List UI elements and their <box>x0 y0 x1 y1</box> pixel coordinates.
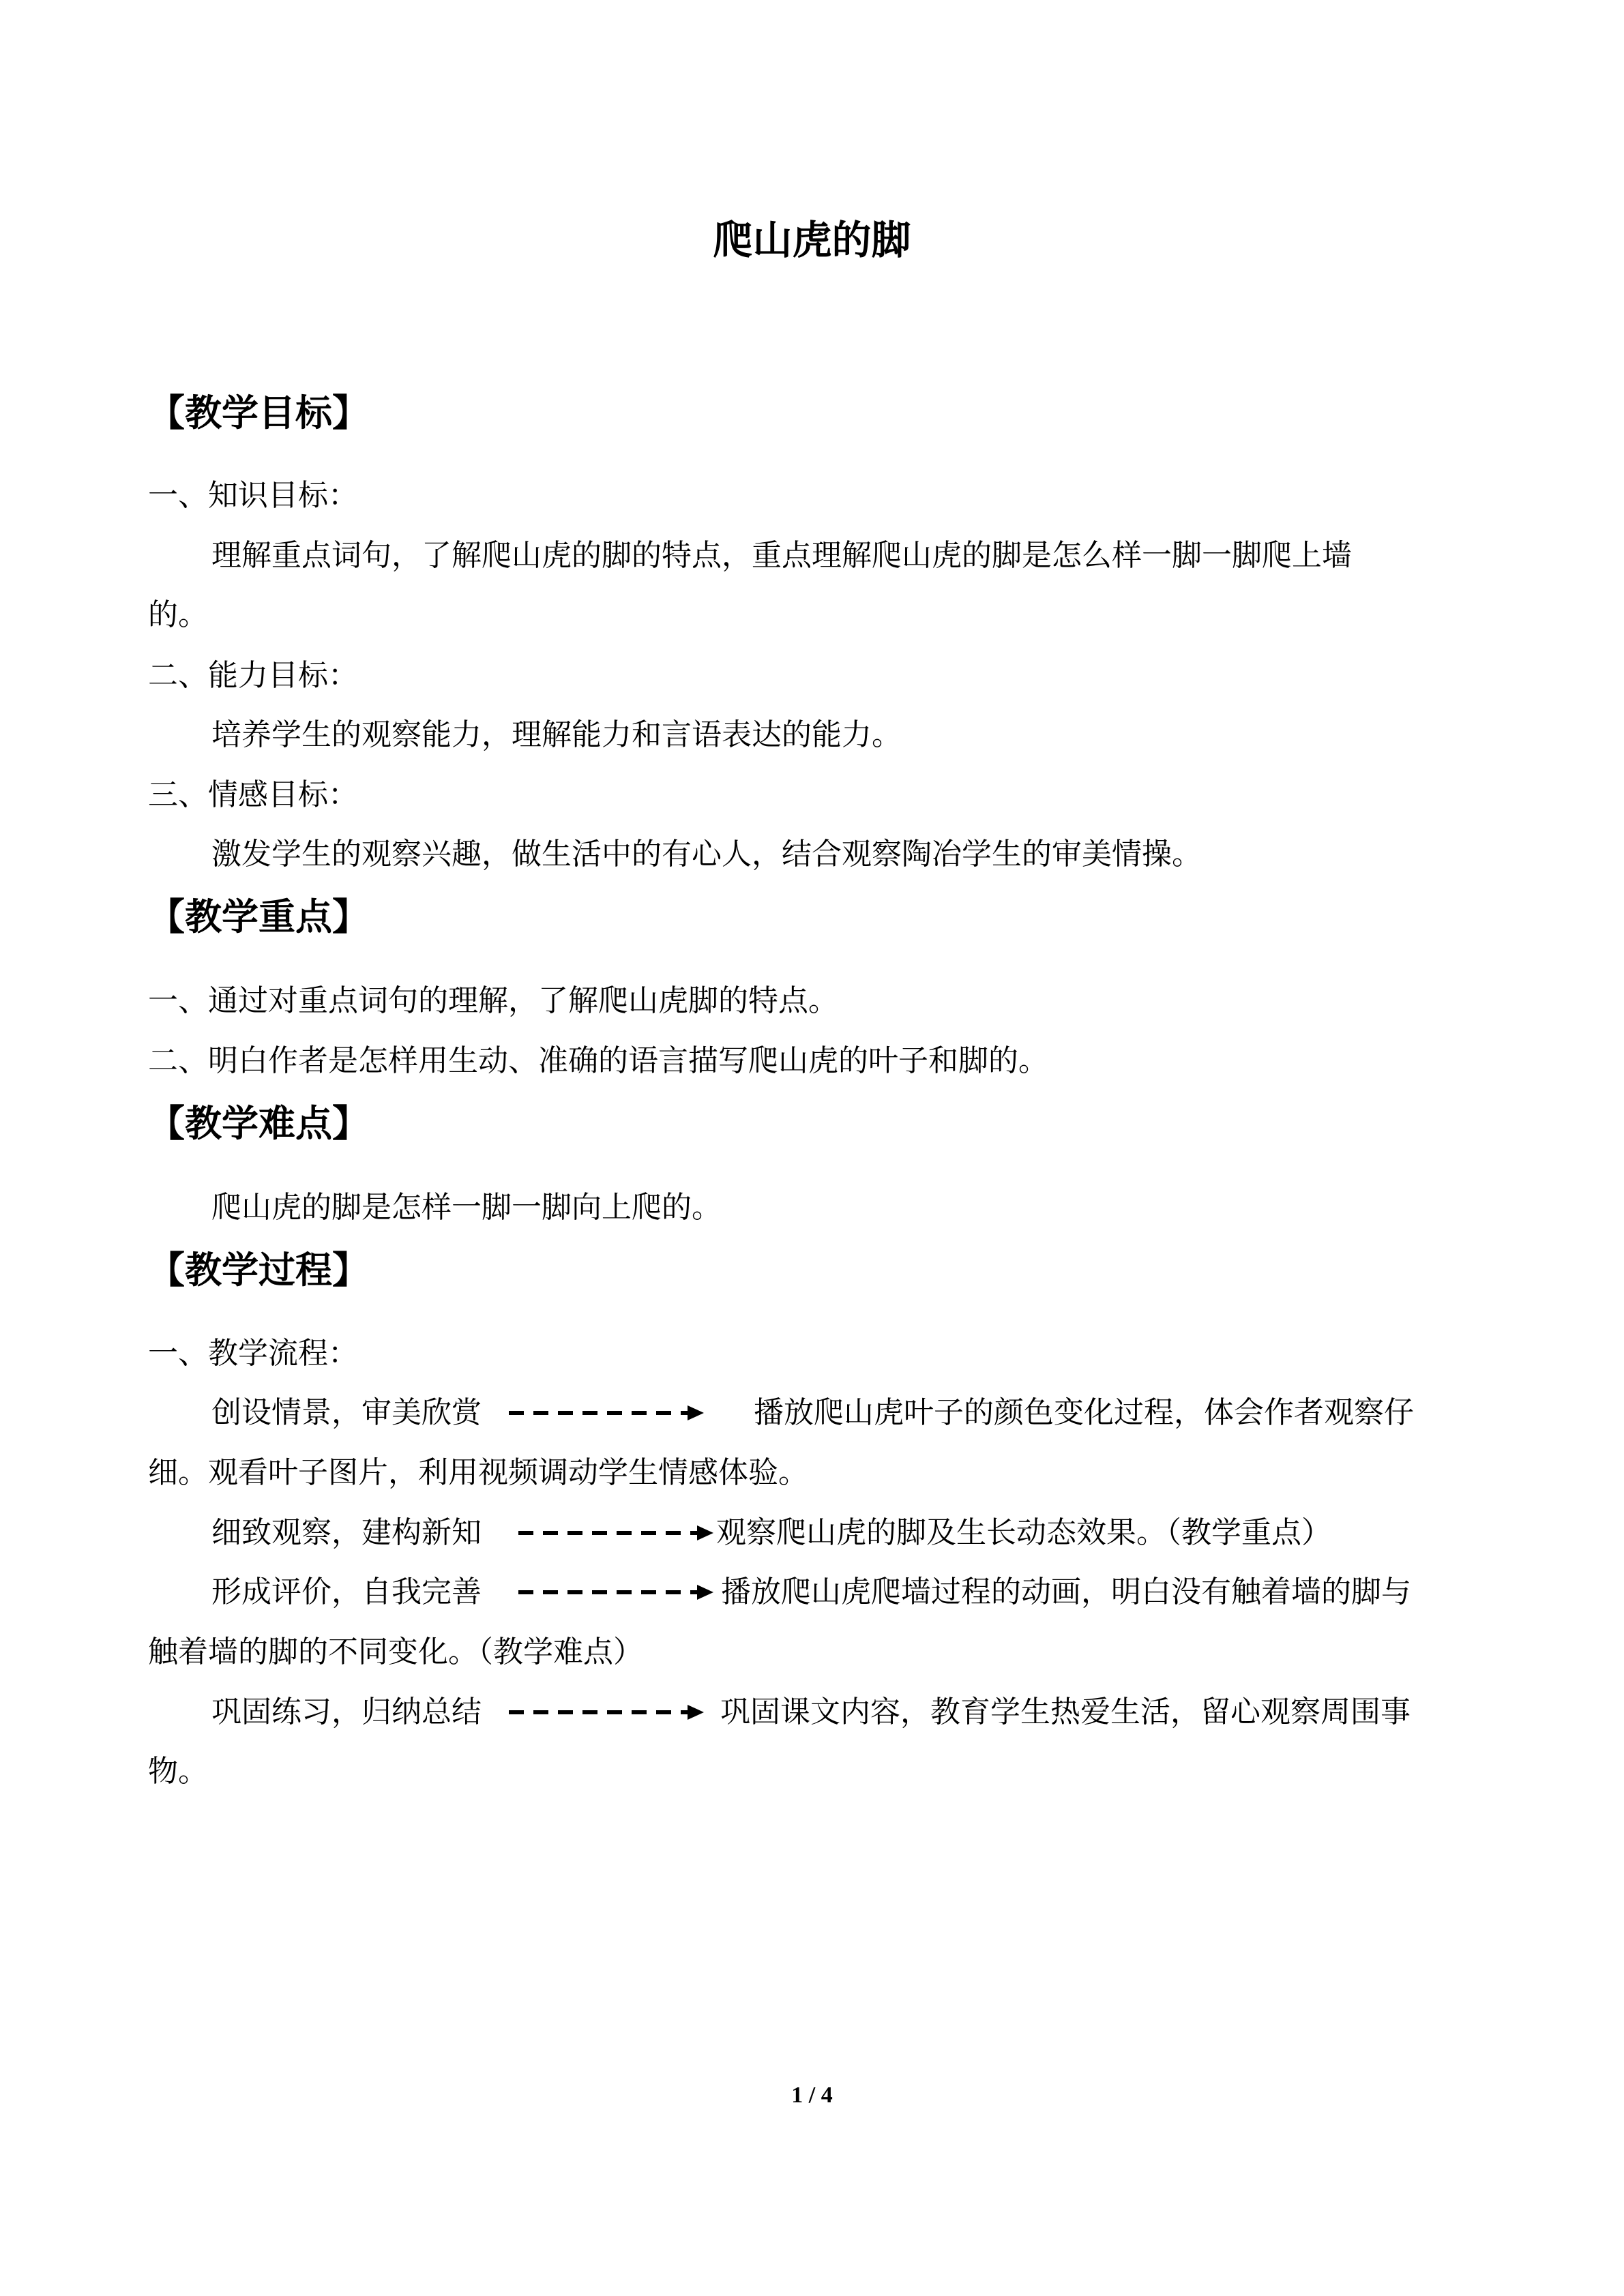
knowledge-objective-text-cont: 的。 <box>148 597 208 632</box>
flow-step-desc: 播放爬山虎叶子的颜色变化过程，体会作者观察仔 <box>754 1395 1414 1430</box>
flow-step-stage: 形成评价，自我完善 <box>211 1575 482 1609</box>
flow-step <box>211 1509 1480 1557</box>
flow-step-stage: 创设情景，审美欣赏 <box>211 1395 482 1430</box>
emotion-objective-label: 三、情感目标： <box>148 777 358 812</box>
dashed-arrow-icon <box>506 1401 704 1425</box>
flow-step-stage: 巩固练习，归纳总结 <box>211 1695 482 1729</box>
flow-step-stage: 细致观察，建构新知 <box>211 1515 482 1550</box>
dashed-arrow-icon <box>516 1581 713 1604</box>
knowledge-objective-text: 理解重点词句，了解爬山虎的脚的特点，重点理解爬山虎的脚是怎么样一脚一脚爬上墙 <box>211 538 1352 573</box>
flow-step <box>211 1389 1480 1437</box>
section-heading-objectives: 【教学目标】 <box>148 391 369 434</box>
difficulty-text: 爬山虎的脚是怎样一脚一脚向上爬的。 <box>211 1190 722 1225</box>
page-title: 爬山虎的脚 <box>713 217 911 263</box>
page-number: 1 / 4 <box>791 2083 833 2108</box>
flow-step <box>211 1568 1480 1616</box>
dashed-arrow-icon <box>506 1701 704 1724</box>
ability-objective-text: 培养学生的观察能力，理解能力和言语表达的能力。 <box>211 717 902 752</box>
dashed-arrow-icon <box>516 1521 713 1545</box>
flow-step-desc: 观察爬山虎的脚及生长动态效果。（教学重点） <box>716 1515 1331 1550</box>
ability-objective-label: 二、能力目标： <box>148 658 358 693</box>
key-point-item: 一、通过对重点词句的理解，了解爬山虎脚的特点。 <box>148 983 838 1018</box>
section-heading-key-points: 【教学重点】 <box>148 895 369 938</box>
flow-step-desc: 播放爬山虎爬墙过程的动画，明白没有触着墙的脚与 <box>721 1575 1411 1609</box>
emotion-objective-text: 激发学生的观察兴趣，做生活中的有心人，结合观察陶冶学生的审美情操。 <box>211 837 1202 871</box>
flow-step-desc-cont: 细。观看叶子图片，利用视频调动学生情感体验。 <box>148 1455 808 1490</box>
flow-step <box>211 1688 1480 1736</box>
section-heading-difficulties: 【教学难点】 <box>148 1102 369 1145</box>
flow-step-desc-cont: 物。 <box>148 1754 208 1789</box>
flow-step-desc: 巩固课文内容，教育学生热爱生活，留心观察周围事 <box>720 1695 1411 1729</box>
knowledge-objective-label: 一、知识目标： <box>148 478 358 513</box>
flow-label: 一、教学流程： <box>148 1336 358 1371</box>
key-point-item: 二、明白作者是怎样用生动、准确的语言描写爬山虎的叶子和脚的。 <box>148 1043 1048 1078</box>
flow-step-desc-cont: 触着墙的脚的不同变化。（教学难点） <box>148 1635 643 1669</box>
section-heading-process: 【教学过程】 <box>148 1249 369 1292</box>
